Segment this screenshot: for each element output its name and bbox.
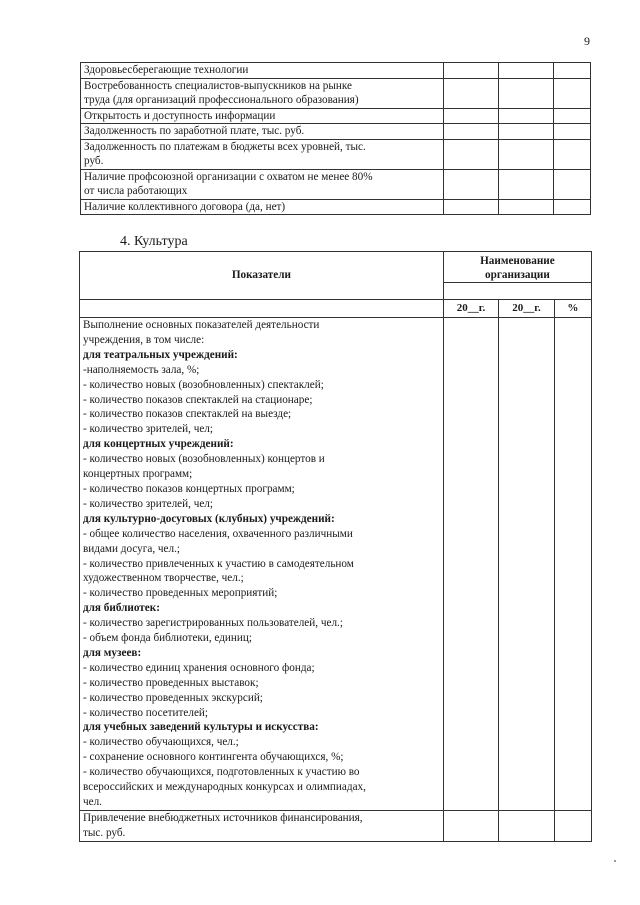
- category-heading: для музеев:: [83, 646, 142, 659]
- table-row: [80, 318, 592, 811]
- value-cell[interactable]: [553, 124, 590, 140]
- indicator-line: - количество зарегистрированных пользователей, чел.;: [83, 617, 343, 630]
- value-cell-percent[interactable]: [554, 318, 591, 811]
- value-cell[interactable]: [498, 63, 553, 79]
- indicator-line: - количество посетителей;: [83, 706, 209, 719]
- page-number: 9: [584, 34, 590, 48]
- indicator-line: чел.: [83, 796, 102, 808]
- criteria-table-body: [81, 63, 591, 215]
- indicator-line: - количество показов концертных программ;: [83, 482, 295, 495]
- criterion-label-line: Наличие коллективного договора (да, нет): [84, 200, 286, 213]
- indicators-cell: [80, 318, 444, 811]
- indicator-line: - количество зрителей, чел;: [83, 423, 213, 436]
- criterion-label-line: Открытость и доступность информации: [84, 109, 276, 122]
- table-row: [81, 124, 591, 140]
- indicator-line: -наполняемость зала, %;: [83, 363, 200, 376]
- criterion-label: [81, 78, 444, 108]
- value-cell[interactable]: [498, 139, 553, 169]
- indicator-line: - количество обучающихся, чел.;: [83, 736, 239, 749]
- criterion-label: [81, 139, 444, 169]
- header-percent: %: [554, 300, 591, 318]
- indicator-line: Выполнение основных показателей деятельности: [83, 319, 320, 331]
- scan-speck: [614, 860, 616, 862]
- criterion-label: [81, 63, 444, 79]
- header-org-line-1: Наименование: [480, 255, 555, 267]
- category-heading: для культурно-досуговых (клубных) учреждений:: [83, 512, 335, 525]
- indicator-line: - количество проведенных мероприятий;: [83, 587, 278, 600]
- criterion-label-line: Здоровьесберегающие технологии: [84, 64, 249, 76]
- indicator-line: - общее количество населения, охваченного различными: [83, 527, 353, 540]
- value-cell[interactable]: [498, 108, 553, 124]
- value-cell[interactable]: [498, 169, 553, 199]
- header-year-2: 20__г.: [499, 300, 554, 318]
- criterion-label-line: труда (для организаций профессионального образования): [84, 94, 359, 106]
- category-heading: для концертных учреждений:: [83, 438, 234, 451]
- criteria-table: [80, 62, 591, 215]
- culture-table-header-row: [80, 252, 592, 283]
- header-indicators-continuation: [80, 300, 444, 318]
- value-cell[interactable]: [553, 169, 590, 199]
- category-heading: для библиотек:: [83, 602, 160, 615]
- value-cell-year-2[interactable]: [499, 318, 554, 811]
- indicator-line: - количество показов спектаклей на стационаре;: [83, 393, 313, 406]
- header-indicators: Показатели: [80, 252, 444, 300]
- value-cell-year-1[interactable]: [443, 318, 498, 811]
- value-cell[interactable]: [443, 169, 498, 199]
- criterion-label-line: Задолженность по заработной плате, тыс. руб.: [84, 125, 305, 137]
- indicator-line: - количество обучающихся, подготовленных к участию во: [83, 766, 360, 779]
- indicators-cell: [80, 810, 444, 841]
- table-row: [81, 78, 591, 108]
- indicator-line: тыс. руб.: [83, 826, 126, 839]
- value-cell[interactable]: [553, 139, 590, 169]
- indicator-line: - количество проведенных экскурсий;: [83, 691, 263, 704]
- criterion-label-line: Наличие профсоюзной организации с охватом не менее 80%: [84, 170, 373, 183]
- criterion-label: [81, 199, 444, 215]
- table-row: [80, 810, 592, 841]
- category-heading: для театральных учреждений:: [83, 348, 238, 361]
- indicator-line: видами досуга, чел.;: [83, 542, 180, 555]
- table-row: [81, 169, 591, 199]
- indicator-line: - количество показов спектаклей на выезде;: [83, 408, 292, 421]
- criterion-label-line: Задолженность по платежам в бюджеты всех уровней, тыс.: [84, 140, 366, 153]
- indicator-line: художественном творчестве, чел.;: [83, 572, 244, 585]
- value-cell-year-1[interactable]: [443, 810, 498, 841]
- value-cell[interactable]: [553, 78, 590, 108]
- indicator-line: - количество привлеченных к участию в самодеятельном: [83, 557, 354, 570]
- value-cell[interactable]: [553, 199, 590, 215]
- criterion-label-line: руб.: [84, 155, 104, 167]
- criterion-label: [81, 124, 444, 140]
- indicator-line: - количество новых (возобновленных) спектаклей;: [83, 378, 324, 391]
- criterion-label: [81, 108, 444, 124]
- value-cell[interactable]: [443, 78, 498, 108]
- indicator-line: учреждения, в том числе:: [83, 333, 205, 346]
- indicator-line: - количество зрителей, чел;: [83, 497, 213, 510]
- value-cell[interactable]: [498, 124, 553, 140]
- value-cell[interactable]: [443, 108, 498, 124]
- indicator-line: - количество единиц хранения основного фонда;: [83, 661, 315, 674]
- value-cell-year-2[interactable]: [499, 810, 554, 841]
- value-cell[interactable]: [443, 199, 498, 215]
- header-blank-cell: [443, 283, 591, 300]
- value-cell[interactable]: [443, 124, 498, 140]
- value-cell[interactable]: [443, 139, 498, 169]
- indicator-line: Привлечение внебюджетных источников финансирования,: [83, 811, 363, 824]
- value-cell[interactable]: [443, 63, 498, 79]
- table-row: [81, 199, 591, 215]
- header-org-line-2: организации: [485, 269, 550, 281]
- table-row: [81, 63, 591, 79]
- criterion-label-line: от числа работающих: [84, 185, 188, 197]
- value-cell[interactable]: [553, 63, 590, 79]
- value-cell[interactable]: [498, 199, 553, 215]
- criterion-label: [81, 169, 444, 199]
- indicator-line: - количество новых (возобновленных) концертов и: [83, 453, 325, 466]
- header-organization-name: [443, 252, 591, 283]
- section-title: 4. Культура: [120, 234, 188, 249]
- category-heading: для учебных заведений культуры и искусства:: [83, 721, 319, 734]
- value-cell[interactable]: [498, 78, 553, 108]
- value-cell[interactable]: [553, 108, 590, 124]
- table-row: [81, 108, 591, 124]
- culture-table-years-row: [80, 300, 592, 318]
- table-row: [81, 139, 591, 169]
- indicator-line: концертных программ;: [83, 468, 193, 481]
- culture-table: [79, 251, 592, 842]
- indicator-line: - сохранение основного контингента обучающихся, %;: [83, 751, 344, 764]
- indicator-line: - объем фонда библиотеки, единиц;: [83, 632, 252, 645]
- header-year-1: 20__г.: [443, 300, 498, 318]
- indicator-line: - количество проведенных выставок;: [83, 676, 259, 689]
- indicator-line: всероссийских и международных конкурсах и олимпиадах,: [83, 781, 366, 794]
- criterion-label-line: Востребованность специалистов-выпускников на рынке: [84, 79, 352, 92]
- value-cell-percent[interactable]: [554, 810, 591, 841]
